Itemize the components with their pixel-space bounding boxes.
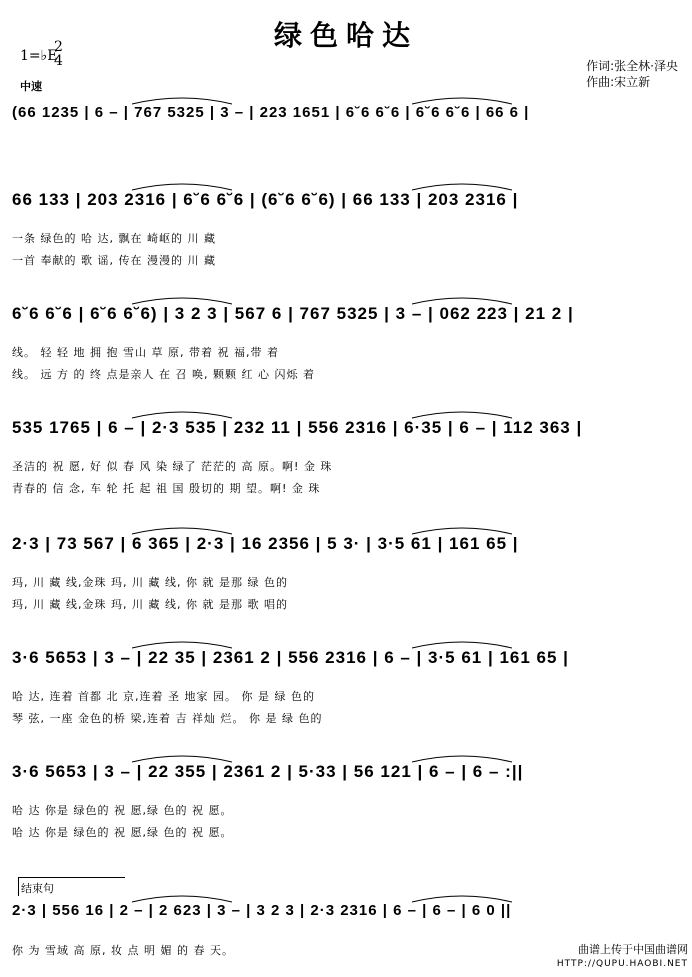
credits (586, 58, 678, 90)
time-top: 2 (54, 39, 63, 55)
key-note: E (47, 48, 58, 64)
lyrics-verse-1: 一条 绿色的 哈 达, 飘在 崎岖的 川 藏 (12, 232, 216, 245)
slur-marks (12, 522, 682, 536)
notation-line: 535 1765 | 6 – | 2·3 535 | 232 11 | 556 2316 | 6·35 | 6 – | 112 363 | (12, 418, 583, 437)
lyrics-verse-2: 琴 弦, 一座 金色的桥 梁,连着 吉 祥灿 烂。 你 是 绿 色的 (12, 712, 323, 725)
notation-line: 2·3 | 73 567 | 6 365 | 2·3 | 16 2356 | 5 3· | 3·5 61 | 161 65 | (12, 534, 519, 553)
lyrics-verse-1: 你 为 雪域 高 原, 妆 点 明 媚 的 春 天。 (12, 944, 234, 957)
lyrics-verse-2: 玛, 川 藏 线,金珠 玛, 川 藏 线, 你 就 是那 歌 唱的 (12, 598, 288, 611)
key-signature (20, 39, 63, 69)
song-title: 绿色哈达 (273, 19, 418, 52)
tempo-marking: 中速 (20, 80, 42, 93)
footer (557, 943, 688, 971)
slur-marks (12, 750, 682, 764)
lyrics-verse-1: 玛, 川 藏 线,金珠 玛, 川 藏 线, 你 就 是那 绿 色的 (12, 576, 288, 589)
slur-marks (12, 292, 682, 306)
notation-line: 6˘6 6˘6 | 6˘6 6˘6) | 3 2 3 | 567 6 | 767 5325 | 3 – | 062 223 | 21 2 | (12, 304, 574, 323)
notation-line: 3·6 5653 | 3 – | 22 35 | 2361 2 | 556 2316 | 6 – | 3·5 61 | 161 65 | (12, 648, 569, 667)
notation-line: 66 133 | 203 2316 | 6˘6 6˘6 | (6˘6 6˘6) | 66 133 | 203 2316 | (12, 190, 519, 209)
lyrics-verse-2: 一首 奉献的 歌 谣, 传在 漫漫的 川 藏 (12, 254, 216, 267)
lyricist: 作词:张全林·泽央 (586, 59, 678, 73)
slur-marks (12, 636, 682, 650)
composer: 作曲:宋立新 (586, 75, 651, 89)
slur-marks (12, 406, 682, 420)
lyrics-verse-1: 圣洁的 祝 愿, 好 似 春 风 染 绿了 茫茫的 高 原。啊! 金 珠 (12, 460, 333, 473)
footer-url: HTTP://QUPU.HAOBI.NET (556, 959, 688, 969)
slur-marks (12, 178, 682, 192)
lyrics-verse-2: 哈 达 你是 绿色的 祝 愿,绿 色的 祝 愿。 (12, 826, 233, 839)
notation-line: 3·6 5653 | 3 – | 22 355 | 2361 2 | 5·33 | 56 121 | 6 – | 6 – :|| (12, 762, 524, 781)
lyrics-verse-1: 哈 达, 连着 首都 北 京,连着 圣 地家 园。 你 是 绿 色的 (12, 690, 315, 703)
slur-marks (12, 92, 682, 106)
notation-line: 2·3 | 556 16 | 2 – | 2 623 | 3 – | 3 2 3 | 2·3 2316 | 6 – | 6 – | 6 0 || (12, 902, 512, 919)
notation-line: (66 1235 | 6 – | 767 5325 | 3 – | 223 1651 | 6˘6 6˘6 | 6˘6 6˘6 | 66 6 | (12, 104, 530, 121)
key-flat: ♭ (40, 48, 48, 64)
lyrics-verse-2: 线。 远 方 的 终 点是亲人 在 召 唤, 颗颗 红 心 闪烁 着 (12, 368, 315, 381)
lyrics-verse-1: 哈 达 你是 绿色的 祝 愿,绿 色的 祝 愿。 (12, 804, 233, 817)
footer-site: 曲谱上传于中国曲谱网 (578, 943, 688, 956)
time-bottom: 4 (54, 53, 63, 69)
time-signature (54, 40, 63, 68)
lyrics-verse-1: 线。 轻 轻 地 拥 抱 雪山 草 原, 带着 祝 福,带 着 (12, 346, 279, 359)
key-one-eq: 1= (20, 48, 41, 64)
coda-label: 结束句 (18, 877, 125, 896)
lyrics-verse-2: 青春的 信 念, 车 轮 托 起 祖 国 殷切的 期 望。啊! 金 珠 (12, 482, 321, 495)
